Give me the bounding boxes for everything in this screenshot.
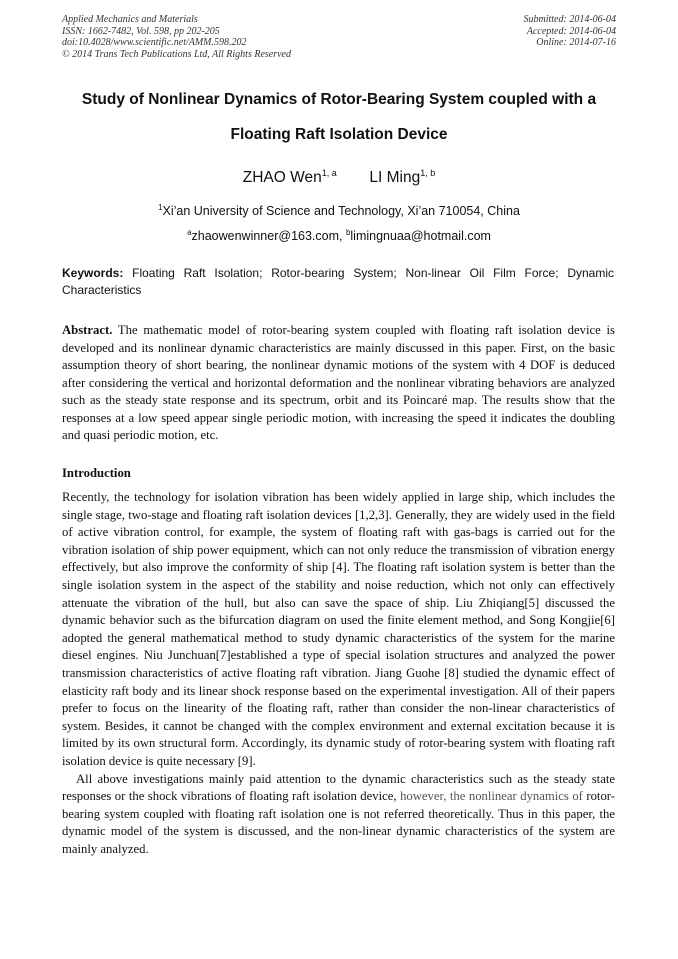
intro-p2-part-c: rotor-bearing system coupled with floating raft isolation one is not referred theoretically. Thus in this paper, the dynamic model of the system is discussed, and the non-linear dynamic characteristics of the system are mainly analyzed. <box>62 789 615 856</box>
author-list <box>0 168 678 187</box>
author-sup: 1, b <box>420 168 436 178</box>
email-link[interactable]: zhaowenwinner@163.com, <box>191 229 346 243</box>
introduction-body <box>62 489 615 858</box>
copyright-line: © 2014 Trans Tech Publications Ltd, All Rights Reserved <box>62 48 291 60</box>
author-name: ZHAO Wen <box>242 169 322 186</box>
online-date: Online: 2014-07-16 <box>536 37 616 48</box>
submitted-date: Submitted: 2014-06-04 <box>523 14 616 25</box>
journal-info <box>62 14 291 60</box>
abstract-label: Abstract. <box>62 323 113 337</box>
paper-title-line-2: Floating Raft Isolation Device <box>230 126 448 143</box>
email-sup: a <box>187 228 192 237</box>
keywords-block <box>62 265 614 299</box>
affiliation <box>0 203 678 218</box>
intro-paragraph-1: Recently, the technology for isolation vibration has been widely applied in large ship, which includes the single stage, two-stage and floating raft isolation devices [1,2,3]. Generally, they are widely used in the field of active vibration control, for example, the system of floating raft with gas-bags is carried out for the vibration isolation of ship power equipment, which can not only reduce the transmission of vibration energy effectively, but also improve the conformity of ship [4]. The floating raft isolation system is better than the single isolation system in the aspect of the stability and noise reduction, which not only can effectively attenuate the vibration of the hull, but also can save the space of ship. Liu Zhiqiang[5] discussed the dynamic behavior such as the bifurcation diagram on used the finite element method, and Song Kongjie[6] adopted the general mathematical method to study dynamic characteristics of the system for the marine diesel engines. Niu Junchuan[7]established a type of special isolation structures and analyzed the power transmission characteristics of active floating raft vibration. Jiang Guohe [8] studied the dynamic effect of elasticity raft body and its linear shock response based on the experimental investigation. All of their papers prefer to focus on the linearity of the floating raft, rather than consider the non-linear characteristics of system. Besides, it cannot be changed with the complex environment and external excitation because it is limited by its own structural form. Accordingly, its dynamic study of rotor-bearing system with floating raft isolation device is quite necessary [9]. <box>62 490 615 768</box>
email-link[interactable]: limingnuaa@hotmail.com <box>350 229 491 243</box>
affiliation-sup: 1 <box>158 203 163 212</box>
email-sup: b <box>345 228 351 237</box>
intro-p2-part-a: All above investigations mainly paid attention to the dynamic characteristics such as the steady state responses or the shock vibrations of floating raft isolation device, <box>62 771 615 804</box>
paper-title-line-1: Study of Nonlinear Dynamics of Rotor-Bearing System coupled with a <box>81 91 597 108</box>
intro-p2-part-b: however, the nonlinear dynamics of <box>400 789 583 804</box>
author-emails <box>0 228 678 243</box>
keywords-text: Floating Raft Isolation; Rotor-bearing System; Non-linear Oil Film Force; Dynamic Characteristics <box>62 266 614 297</box>
journal-name: Applied Mechanics and Materials <box>62 14 198 25</box>
affiliation-text: Xi’an University of Science and Technology, Xi’an 710054, China <box>162 204 520 218</box>
submission-dates <box>524 14 617 49</box>
issn-line: ISSN: 1662-7482, Vol. 598, pp 202-205 <box>62 25 220 37</box>
introduction-heading: Introduction <box>62 466 131 480</box>
author-sup: 1, a <box>321 168 337 178</box>
doi-line: doi:10.4028/www.scientific.net/AMM.598.202 <box>62 37 247 48</box>
abstract-text: The mathematic model of rotor-bearing system coupled with floating raft isolation device is developed and its nonlinear dynamic characteristics are mainly discussed in this paper. First, on the basic assumption theory of short bearing, the nonlinear dynamic motions of the system with 4 DOF is deduced after considering the vertical and horizontal deformation and the nonlinear vibrating behaviors are analyzed such as the steady state response and its spectrum, orbit and its Poincaré map. The results show that the responses at a low speed appear single periodic motion, with increasing the speed it indicates the doubling and quasi periodic motion, etc. <box>62 323 615 442</box>
accepted-date: Accepted: 2014-06-04 <box>526 25 616 37</box>
keywords-label: Keywords: <box>62 266 124 280</box>
abstract-block <box>62 322 615 445</box>
author-name: LI Ming <box>369 169 421 186</box>
intro-paragraph-2 <box>62 771 615 859</box>
